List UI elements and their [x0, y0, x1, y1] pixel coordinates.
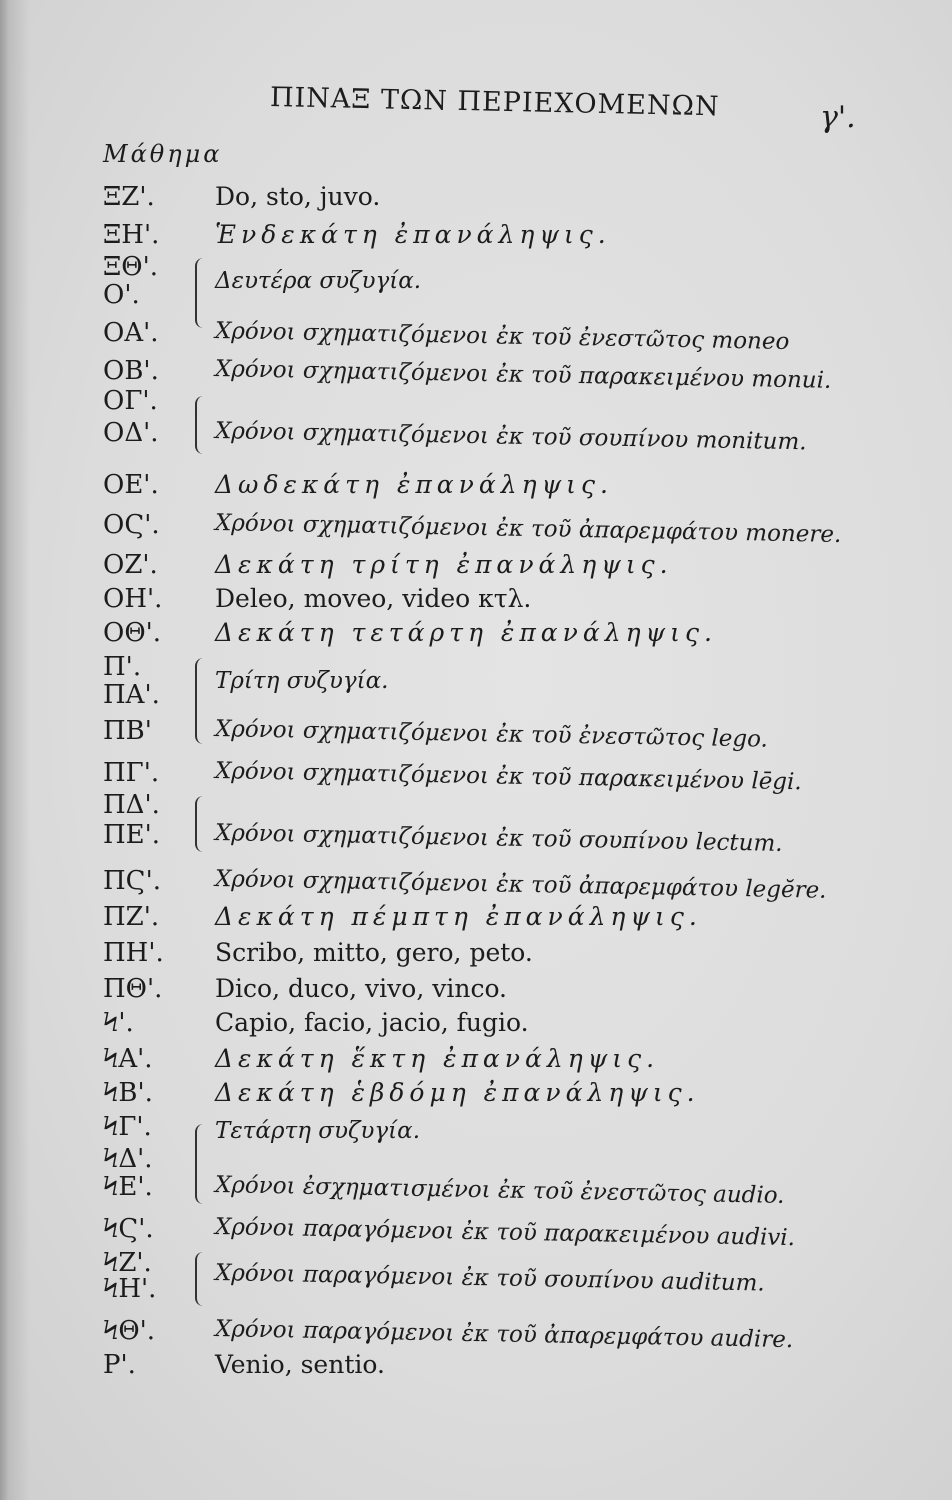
entry-title: Χρόνοι παραγόμενοι ἐκ τοῦ παρακειμένου audivi.	[214, 1214, 796, 1252]
entry-number: ΟΖ'.	[103, 550, 158, 580]
running-title: ΠΙΝΑΞ ΤΩΝ ΠΕΡΙΕΧΟΜΕΝΩΝ	[269, 82, 720, 123]
entry-number: ϞϚ'.	[103, 1214, 154, 1244]
toc-entry	[0, 550, 952, 588]
entry-number: ΟΘ'.	[103, 618, 162, 648]
entry-number: ϞΗ'.	[103, 1274, 157, 1304]
entry-title: Χρόνοι σχηματιζόμενοι ἐκ τοῦ σουπίνου lectum.	[214, 820, 783, 857]
entry-title: Ἑνδεκάτη ἐπανάληψις.	[215, 220, 611, 249]
toc-entry	[0, 716, 952, 754]
entry-number: ΠΕ'.	[103, 820, 161, 850]
entry-title: Χρόνοι σχηματιζόμενοι ἐκ τοῦ παρακειμένου lēgi.	[214, 758, 802, 796]
entry-title: Δεκάτη πέμπτη ἐπανάληψις.	[215, 902, 702, 931]
entry-number: ΠΒ'	[103, 716, 152, 746]
toc-entry	[0, 182, 952, 220]
group-brace	[195, 1252, 207, 1306]
entry-number: ΟϚ'.	[103, 510, 160, 540]
entry-number: ϞΕ'.	[103, 1172, 153, 1202]
entry-number: ϞΔ'.	[103, 1144, 153, 1174]
entry-title: Venio, sentio.	[215, 1350, 385, 1379]
entry-number: ΞΖ'.	[103, 182, 155, 212]
toc-entry	[0, 668, 952, 718]
entry-number: Π'.	[103, 652, 142, 682]
group-brace	[195, 658, 207, 744]
entry-title: Δευτέρα συζυγία.	[215, 268, 422, 294]
entry-number: ΠΗ'.	[103, 938, 164, 968]
entry-title: Δεκάτη τρίτη ἐπανάληψις.	[215, 550, 673, 579]
entry-title: Scribo, mitto, gero, peto.	[215, 938, 533, 967]
entry-number: ΟΔ'.	[103, 418, 159, 448]
toc-entry	[0, 820, 952, 858]
group-brace	[195, 258, 207, 328]
entry-title: Δεκάτη τετάρτη ἐπανάληψις.	[215, 618, 717, 647]
entry-number: ϞΑ'.	[103, 1044, 153, 1074]
entry-number: ΞΗ'.	[103, 220, 160, 250]
entry-title: Χρόνοι ἐσχηματισμένοι ἐκ τοῦ ἐνεστῶτος audio.	[214, 1172, 785, 1209]
entry-title: Τετάρτη συζυγία.	[215, 1118, 421, 1144]
entry-number: ΠΓ'.	[103, 758, 160, 788]
toc-entry	[0, 1078, 952, 1116]
entry-number: Ϟ'.	[103, 1008, 134, 1038]
entry-number: Ρ'.	[103, 1350, 136, 1380]
entry-number: ϞΘ'.	[103, 1316, 156, 1346]
toc-entry	[0, 902, 952, 940]
entry-title: Capio, facio, jacio, fugio.	[215, 1008, 529, 1037]
entry-number: ΠΔ'.	[103, 790, 160, 820]
toc-entry	[0, 1044, 952, 1082]
toc-entry	[0, 1316, 952, 1354]
toc-entry	[0, 584, 952, 622]
toc-entry	[0, 618, 952, 656]
entry-title: Χρόνοι σχηματιζόμενοι ἐκ τοῦ παρακειμένου monui.	[214, 356, 832, 394]
entry-title: Χρόνοι σχηματιζόμενοι ἐκ τοῦ ἐνεστῶτος moneo	[214, 318, 790, 356]
entry-title: Δωδεκάτη ἐπανάληψις.	[215, 470, 613, 499]
entry-title: Do, sto, juvo.	[215, 182, 381, 211]
toc-entry	[0, 470, 952, 508]
entry-number: ΟΒ'.	[103, 356, 159, 386]
entry-number: ΠΑ'.	[103, 680, 160, 710]
toc-entry	[0, 1172, 952, 1210]
entry-title: Χρόνοι σχηματιζόμενοι ἐκ τοῦ ἀπαρεμφάτου monere.	[214, 510, 842, 549]
entry-number: ΟΗ'.	[103, 584, 163, 614]
entry-title: Χρόνοι παραγόμενοι ἐκ τοῦ ἀπαρεμφάτου audire.	[214, 1316, 794, 1354]
entry-number: ϞΓ'.	[103, 1112, 152, 1142]
entry-number: ϞΒ'.	[103, 1078, 153, 1108]
toc-entry	[0, 1008, 952, 1046]
entry-number: ΠΘ'.	[103, 974, 163, 1004]
toc-entry	[0, 268, 952, 318]
entry-title: Δεκάτη ἑβδόμη ἐπανάληψις.	[215, 1078, 700, 1107]
entry-number: Ο'.	[103, 280, 140, 310]
entry-number: ΟΓ'.	[103, 386, 158, 416]
toc-entry	[0, 318, 952, 356]
entry-number: ΟΑ'.	[103, 318, 159, 348]
group-brace	[195, 796, 207, 852]
toc-entry	[0, 510, 952, 548]
entry-number: ΠΖ'.	[103, 902, 160, 932]
entry-title: Τρίτη συζυγία.	[215, 668, 389, 694]
entry-number: ΞΘ'.	[103, 252, 159, 282]
entry-number: ΠϚ'.	[103, 866, 161, 896]
group-brace	[195, 396, 207, 454]
toc-entry	[0, 974, 952, 1012]
entry-number: ϞΖ'.	[103, 1248, 152, 1278]
section-label: Μάθημα	[103, 140, 223, 168]
page-number: γ'.	[820, 100, 856, 135]
entry-title: Χρόνοι σχηματιζόμενοι ἐκ τοῦ σουπίνου monitum.	[214, 418, 807, 456]
toc-entry	[0, 1350, 952, 1388]
toc-entry	[0, 938, 952, 976]
entry-title: Deleo, moveo, video κτλ.	[215, 584, 532, 613]
entry-title: Χρόνοι παραγόμενοι ἐκ τοῦ σουπίνου auditum.	[214, 1260, 765, 1297]
entry-title: Dico, duco, vivo, vinco.	[215, 974, 508, 1003]
toc-entry	[0, 1214, 952, 1252]
entry-title: Χρόνοι σχηματιζόμενοι ἐκ τοῦ ἐνεστῶτος lego.	[214, 716, 769, 753]
group-brace	[195, 1124, 207, 1204]
entry-title: Δεκάτη ἕκτη ἐπανάληψις.	[215, 1044, 660, 1073]
entry-title: Χρόνοι σχηματιζόμενοι ἐκ τοῦ ἀπαρεμφάτου legĕre.	[214, 866, 827, 904]
toc-entry	[0, 866, 952, 904]
entry-number: ΟΕ'.	[103, 470, 159, 500]
toc-entry	[0, 418, 952, 456]
